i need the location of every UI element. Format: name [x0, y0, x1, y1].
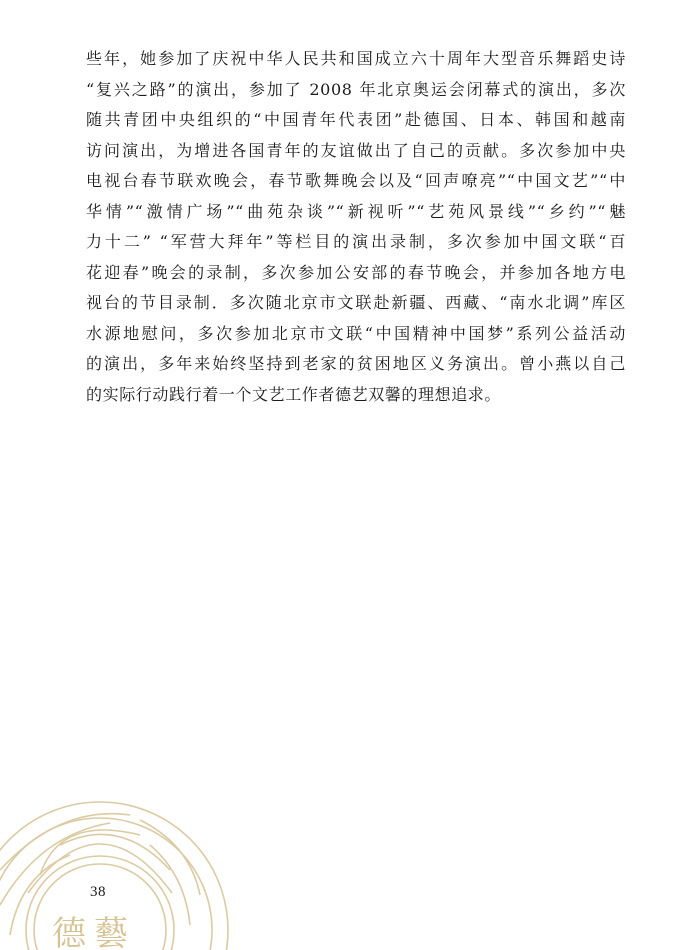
text-line: 电视台春节联欢晚会，春节歌舞晚会以及“回声嘹亮”“中国文艺”“中 — [86, 171, 626, 190]
seal-glyphs — [52, 914, 136, 950]
text-line: 访问演出，为增进各国青年的友谊做出了自己的贡献。多次参加中央 — [86, 140, 626, 160]
text-line: 花迎春”晚会的录制，多次参加公安部的春节晚会，并参加各地方电 — [86, 262, 626, 282]
text-line: 华情”“激情广场”“曲苑杂谈”“新视听”“艺苑风景线”“乡约”“魅 — [86, 201, 626, 221]
text-line: 力十二” “军营大拜年”等栏目的演出录制，多次参加中国文联“百 — [86, 232, 626, 251]
seal-text: 德藝 — [52, 914, 136, 950]
body-paragraph — [86, 44, 626, 410]
text-line: 视台的节目录制．多次随北京市文联赴新疆、西藏、“南水北调”库区 — [86, 293, 626, 312]
page-number: 38 — [90, 884, 106, 900]
text-line: “复兴之路”的演出，参加了 2008 年北京奥运会闭幕式的演出，多次 — [86, 79, 626, 99]
decorative-seal-watermark — [0, 775, 240, 950]
text-line: 的演出，多年来始终坚持到老家的贫困地区义务演出。曾小燕以自己 — [86, 354, 626, 373]
text-line: 随共青团中央组织的“中国青年代表团”赴德国、日本、韩国和越南 — [86, 110, 626, 129]
text-line: 水源地慰问，多次参加北京市文联“中国精神中国梦”系列公益活动 — [86, 323, 626, 343]
text-line-last: 的实际行动践行着一个文艺工作者德艺双馨的理想追求。 — [86, 384, 502, 404]
text-line: 些年，她参加了庆祝中华人民共和国成立六十周年大型音乐舞蹈史诗 — [86, 49, 626, 68]
